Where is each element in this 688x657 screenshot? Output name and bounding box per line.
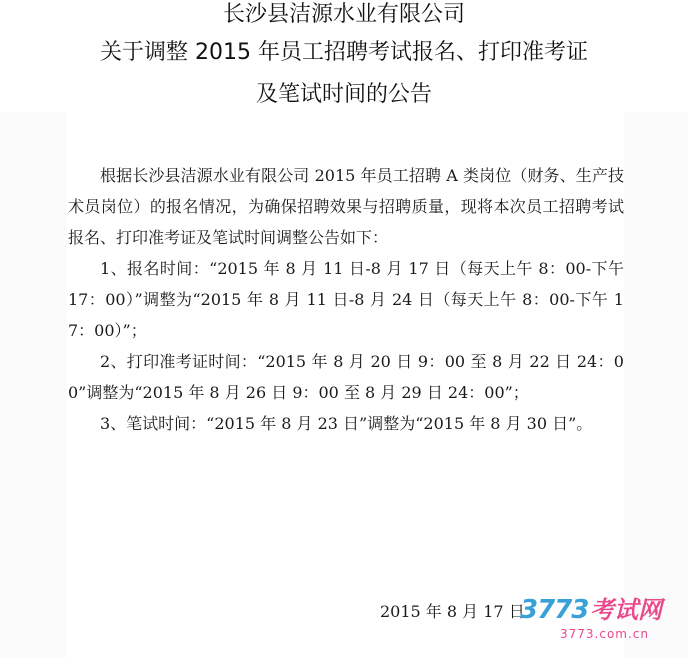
company-name: 长沙县洁源水业有限公司: [222, 2, 465, 27]
watermark-number: 3773: [520, 595, 589, 625]
site-watermark: [520, 595, 680, 651]
item-print-admission-time: 2、打印准考证时间：“2015 年 8 月 20 日 9：00 至 8 月 22 日 24：00”调整为“2015 年 8 月 26 日 9：00 至 8 月 29 日 24：00”；: [68, 352, 624, 402]
watermark-url: 3773.com.cn: [560, 627, 649, 641]
announcement-date: 2015 年 8 月 17 日: [380, 602, 525, 621]
watermark-word: 考试网: [590, 596, 662, 624]
announcement-subtitle: 及笔试时间的公告: [255, 82, 432, 107]
item-registration-time: 1、报名时间：“2015 年 8 月 11 日-8 月 17 日（每天上午 8：00-下午 17：00）”调整为“2015 年 8 月 11 日-8 月 24 日（每天上午 8：00-下午 17：00）”；: [68, 259, 624, 340]
right-margin: [624, 112, 688, 657]
watermark-logo: [520, 595, 680, 625]
announcement-body: [68, 160, 624, 439]
intro-paragraph: 根据长沙县洁源水业有限公司 2015 年员工招聘 A 类岗位（财务、生产技术员岗位）的报名情况，为确保招聘效果与招聘质量，现将本次员工招聘考试报名、打印准考证及笔试时间调整公告如下：: [68, 166, 624, 247]
announcement-title: 关于调整 2015 年员工招聘考试报名、打印准考证: [100, 40, 588, 65]
left-margin: [0, 112, 67, 657]
item-written-exam-time: 3、笔试时间：“2015 年 8 月 23 日”调整为“2015 年 8 月 30 日”。: [100, 414, 593, 433]
